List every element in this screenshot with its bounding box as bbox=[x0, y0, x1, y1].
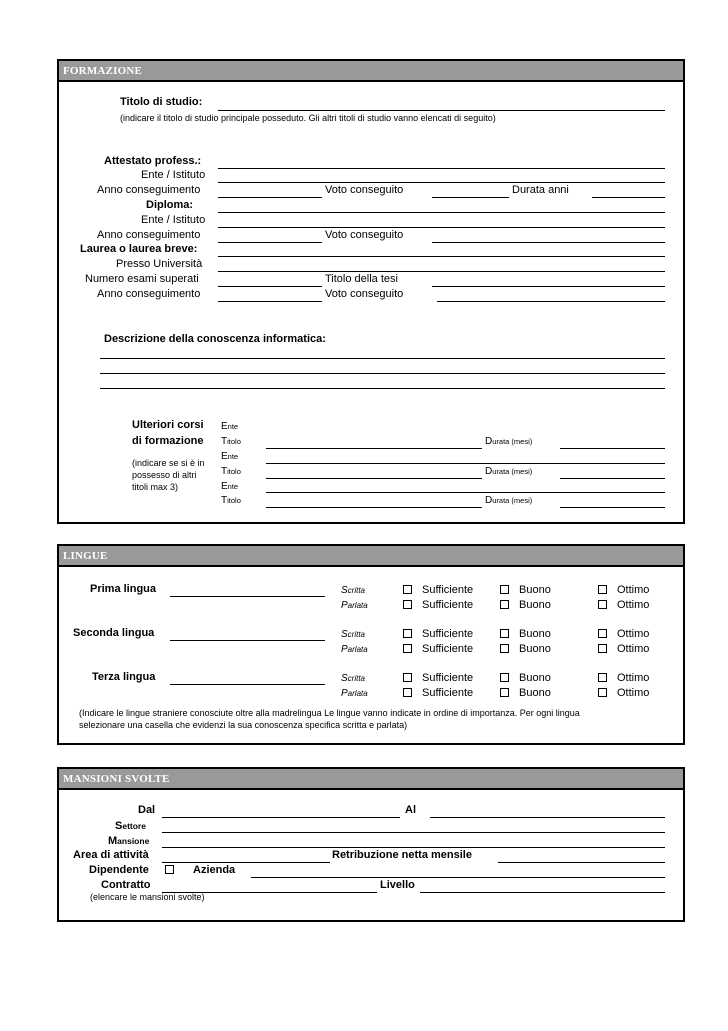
corso1-titolo-label: Titolo bbox=[221, 436, 241, 447]
ulteriori-note-3: titoli max 3) bbox=[132, 482, 179, 492]
prima-lingua-field[interactable] bbox=[170, 596, 325, 597]
informatica-line-1[interactable] bbox=[100, 358, 665, 359]
ulteriori-corsi-label-2: di formazione bbox=[132, 435, 204, 447]
l3-parlata-buono-label: Buono bbox=[519, 687, 551, 699]
attestato-field[interactable] bbox=[218, 168, 665, 169]
area-attivita-label: Area di attività bbox=[73, 849, 149, 861]
titolo-tesi-field[interactable] bbox=[432, 286, 665, 287]
diploma-anno-field[interactable] bbox=[218, 242, 322, 243]
laurea-anno-label: Anno conseguimento bbox=[97, 288, 201, 300]
l1-parlata-sufficiente-checkbox[interactable] bbox=[403, 600, 412, 609]
l2-parlata-buono-label: Buono bbox=[519, 643, 551, 655]
l2-parlata-ottimo-label: Ottimo bbox=[617, 643, 650, 655]
l2-scritta-buono-label: Buono bbox=[519, 628, 551, 640]
mansione-label: Mansione bbox=[108, 835, 150, 847]
diploma-voto-label: Voto conseguito bbox=[325, 229, 404, 241]
titolo-tesi-label: Titolo della tesi bbox=[325, 273, 398, 285]
corso3-titolo-label: Titolo bbox=[221, 495, 241, 506]
l1-scritta-sufficiente-label: Sufficiente bbox=[422, 584, 474, 596]
al-field[interactable] bbox=[430, 817, 665, 818]
numero-esami-field[interactable] bbox=[218, 286, 322, 287]
l2-scritta-label: Scritta bbox=[341, 629, 366, 640]
anno-conseguimento-label: Anno conseguimento bbox=[97, 184, 201, 196]
corso3-ente-label: Ente bbox=[221, 481, 239, 492]
numero-esami-label: Numero esami superati bbox=[85, 273, 199, 285]
diploma-field[interactable] bbox=[218, 212, 665, 213]
diploma-voto-field[interactable] bbox=[432, 242, 665, 243]
l3-parlata-label: Parlata bbox=[341, 688, 368, 699]
l3-scritta-buono-label: Buono bbox=[519, 672, 551, 684]
retribuzione-field[interactable] bbox=[498, 862, 665, 863]
l3-scritta-buono-checkbox[interactable] bbox=[500, 673, 509, 682]
dal-field[interactable] bbox=[162, 817, 400, 818]
contratto-label: Contratto bbox=[101, 879, 151, 891]
l3-parlata-sufficiente-checkbox[interactable] bbox=[403, 688, 412, 697]
retribuzione-label: Retribuzione netta mensile bbox=[332, 849, 472, 861]
titolo-studio-field[interactable] bbox=[218, 110, 665, 111]
laurea-label: Laurea o laurea breve: bbox=[80, 243, 198, 255]
titolo-studio-note: (indicare il titolo di studio principale posseduto. Gli altri titoli di studio vanno elencati di seguito) bbox=[120, 113, 496, 123]
diploma-anno-label: Anno conseguimento bbox=[97, 229, 201, 241]
voto-conseguito-field[interactable] bbox=[432, 197, 509, 198]
corso2-ente-label: Ente bbox=[221, 451, 239, 462]
l2-parlata-buono-checkbox[interactable] bbox=[500, 644, 509, 653]
ulteriori-note-1: (indicare se si è in bbox=[132, 458, 205, 468]
l1-scritta-ottimo-label: Ottimo bbox=[617, 584, 650, 596]
dal-label: Dal bbox=[138, 804, 156, 816]
l1-parlata-ottimo-label: Ottimo bbox=[617, 599, 650, 611]
l3-parlata-sufficiente-label: Sufficiente bbox=[422, 687, 474, 699]
corso3-ente-field[interactable] bbox=[266, 492, 665, 493]
l1-scritta-label: Scritta bbox=[341, 585, 366, 596]
mansioni-header bbox=[59, 769, 683, 790]
l1-parlata-label: Parlata bbox=[341, 600, 368, 611]
l1-parlata-buono-label: Buono bbox=[519, 599, 551, 611]
l1-scritta-ottimo-checkbox[interactable] bbox=[598, 585, 607, 594]
l1-scritta-sufficiente-checkbox[interactable] bbox=[403, 585, 412, 594]
seconda-lingua-field[interactable] bbox=[170, 640, 325, 641]
l3-scritta-label: Scritta bbox=[341, 673, 366, 684]
corso1-titolo-field[interactable] bbox=[266, 448, 482, 449]
azienda-label: Azienda bbox=[193, 864, 236, 876]
formazione-header bbox=[59, 61, 683, 82]
l1-scritta-buono-checkbox[interactable] bbox=[500, 585, 509, 594]
l2-parlata-sufficiente-label: Sufficiente bbox=[422, 643, 474, 655]
l1-scritta-buono-label: Buono bbox=[519, 584, 551, 596]
l2-scritta-sufficiente-checkbox[interactable] bbox=[403, 629, 412, 638]
diploma-ente-field[interactable] bbox=[218, 227, 665, 228]
seconda-lingua-label: Seconda lingua bbox=[73, 627, 155, 639]
formazione-title: FORMAZIONE bbox=[63, 65, 142, 77]
laurea-voto-field[interactable] bbox=[437, 301, 665, 302]
corso2-durata-field[interactable] bbox=[560, 478, 665, 479]
azienda-field[interactable] bbox=[251, 877, 665, 878]
corso2-durata-label: Durata (mesi) bbox=[485, 466, 533, 477]
ulteriori-corsi-label-1: Ulteriori corsi bbox=[132, 419, 204, 431]
l1-parlata-ottimo-checkbox[interactable] bbox=[598, 600, 607, 609]
laurea-field[interactable] bbox=[218, 256, 665, 257]
l2-scritta-ottimo-checkbox[interactable] bbox=[598, 629, 607, 638]
attestato-label: Attestato profess.: bbox=[104, 155, 202, 167]
corso1-durata-field[interactable] bbox=[560, 448, 665, 449]
durata-anni-label: Durata anni bbox=[512, 184, 569, 196]
diploma-label: Diploma: bbox=[146, 199, 194, 211]
diploma-ente-label: Ente / Istituto bbox=[141, 214, 206, 226]
voto-conseguito-label: Voto conseguito bbox=[325, 184, 404, 196]
l2-parlata-ottimo-checkbox[interactable] bbox=[598, 644, 607, 653]
prima-lingua-label: Prima lingua bbox=[90, 583, 157, 595]
l1-parlata-sufficiente-label: Sufficiente bbox=[422, 599, 474, 611]
l3-parlata-ottimo-checkbox[interactable] bbox=[598, 688, 607, 697]
mansione-field[interactable] bbox=[162, 847, 665, 848]
corso2-titolo-label: Titolo bbox=[221, 466, 241, 477]
mansioni-note: (elencare le mansioni svolte) bbox=[90, 892, 205, 902]
lingue-note-1: (Indicare le lingue straniere conosciute oltre alla madrelingua Le lingue vanno indicate in ordine di importanza. Per ogni lingua bbox=[79, 708, 580, 718]
terza-lingua-field[interactable] bbox=[170, 684, 325, 685]
conoscenza-informatica-label: Descrizione della conoscenza informatica: bbox=[104, 333, 326, 345]
presso-universita-field[interactable] bbox=[218, 271, 665, 272]
mansioni-title: MANSIONI SVOLTE bbox=[63, 773, 170, 785]
informatica-line-2[interactable] bbox=[100, 373, 665, 374]
l2-parlata-sufficiente-checkbox[interactable] bbox=[403, 644, 412, 653]
area-attivita-field[interactable] bbox=[162, 862, 330, 863]
corso1-durata-label: Durata (mesi) bbox=[485, 436, 533, 447]
titolo-studio-label: Titolo di studio: bbox=[120, 96, 203, 108]
l3-scritta-sufficiente-checkbox[interactable] bbox=[403, 673, 412, 682]
l3-scritta-sufficiente-label: Sufficiente bbox=[422, 672, 474, 684]
l2-scritta-buono-checkbox[interactable] bbox=[500, 629, 509, 638]
settore-field[interactable] bbox=[162, 832, 665, 833]
laurea-voto-label: Voto conseguito bbox=[325, 288, 404, 300]
durata-anni-field[interactable] bbox=[592, 197, 665, 198]
corso3-titolo-field[interactable] bbox=[266, 507, 482, 508]
ente-istituto-field[interactable] bbox=[218, 182, 665, 183]
al-label: Al bbox=[405, 804, 416, 816]
lingue-title: LINGUE bbox=[63, 550, 108, 562]
laurea-anno-field[interactable] bbox=[218, 301, 322, 302]
l3-scritta-ottimo-checkbox[interactable] bbox=[598, 673, 607, 682]
ente-istituto-label: Ente / Istituto bbox=[141, 169, 206, 181]
dipendente-label: Dipendente bbox=[89, 864, 149, 876]
corso3-durata-field[interactable] bbox=[560, 507, 665, 508]
anno-conseguimento-field[interactable] bbox=[218, 197, 322, 198]
lingue-note-2: selezionare una casella che evidenzi la sua conoscenza specifica scritta e parlata) bbox=[79, 720, 408, 730]
l2-scritta-sufficiente-label: Sufficiente bbox=[422, 628, 474, 640]
corso2-ente-field[interactable] bbox=[266, 463, 665, 464]
lingue-header bbox=[59, 546, 683, 567]
terza-lingua-label: Terza lingua bbox=[92, 671, 156, 683]
informatica-line-3[interactable] bbox=[100, 388, 665, 389]
presso-universita-label: Presso Università bbox=[116, 258, 203, 270]
l3-parlata-ottimo-label: Ottimo bbox=[617, 687, 650, 699]
l2-parlata-label: Parlata bbox=[341, 644, 368, 655]
l2-scritta-ottimo-label: Ottimo bbox=[617, 628, 650, 640]
corso2-titolo-field[interactable] bbox=[266, 478, 482, 479]
l3-parlata-buono-checkbox[interactable] bbox=[500, 688, 509, 697]
corso3-durata-label: Durata (mesi) bbox=[485, 495, 533, 506]
settore-label: Settore bbox=[115, 820, 146, 832]
livello-label: Livello bbox=[380, 879, 415, 891]
l3-scritta-ottimo-label: Ottimo bbox=[617, 672, 650, 684]
corso1-ente-label: Ente bbox=[221, 421, 239, 432]
livello-field[interactable] bbox=[420, 892, 665, 893]
l1-parlata-buono-checkbox[interactable] bbox=[500, 600, 509, 609]
dipendente-checkbox[interactable] bbox=[165, 865, 174, 874]
ulteriori-note-2: possesso di altri bbox=[132, 470, 197, 480]
